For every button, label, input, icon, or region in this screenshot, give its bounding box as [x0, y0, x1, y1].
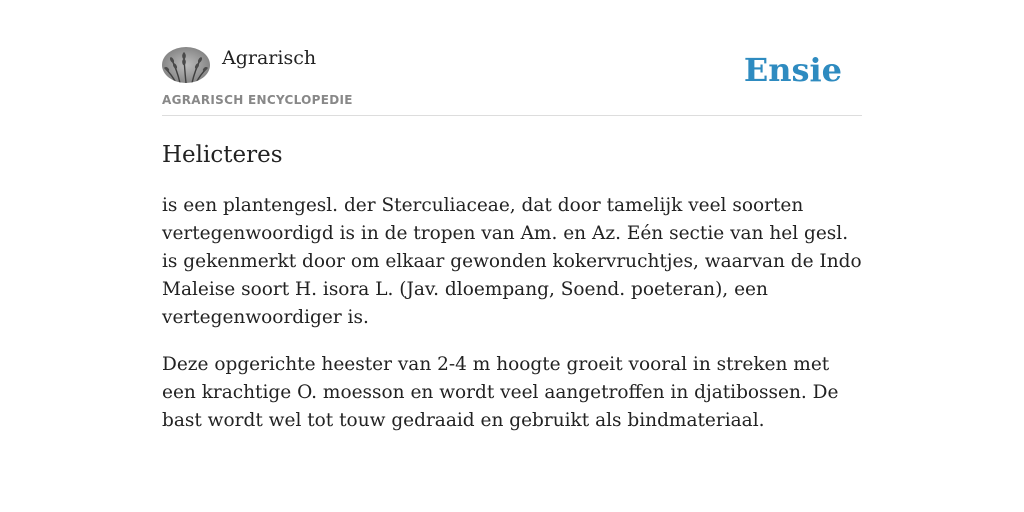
publication-name-link[interactable]: Agrarisch — [222, 47, 317, 69]
page-container — [162, 0, 862, 431]
wheat-icon[interactable] — [162, 47, 210, 83]
brand-logo-link[interactable]: Ensie — [743, 51, 842, 89]
entry-paragraph: is een plantengesl. der Sterculiaceae, dat door tamelijk veel soorten vertegenwoordigd is in de tropen van Am. en Az. Eén sectie van hel gesl. is gekenmerkt door om elkaar gewonden kokervruchtjes, waarvan de Indo Maleise soort H. isora L. (Jav. dloempang, Soend. poeteran), een vertegenwoordiger is. — [162, 195, 862, 328]
entry-title: Helicteres — [162, 142, 283, 168]
site-header — [162, 0, 862, 116]
entry-paragraph: Deze opgerichte heester van 2-4 m hoogte groeit vooral in streken met een krachtige O. moesson en wordt veel aangetroffen in djatibossen. De bast wordt wel tot touw gedraaid en gebruikt als bindmateriaal. — [162, 354, 839, 431]
entry-body — [162, 192, 862, 454]
publication-subtitle: AGRARISCH ENCYCLOPEDIE — [162, 93, 353, 107]
